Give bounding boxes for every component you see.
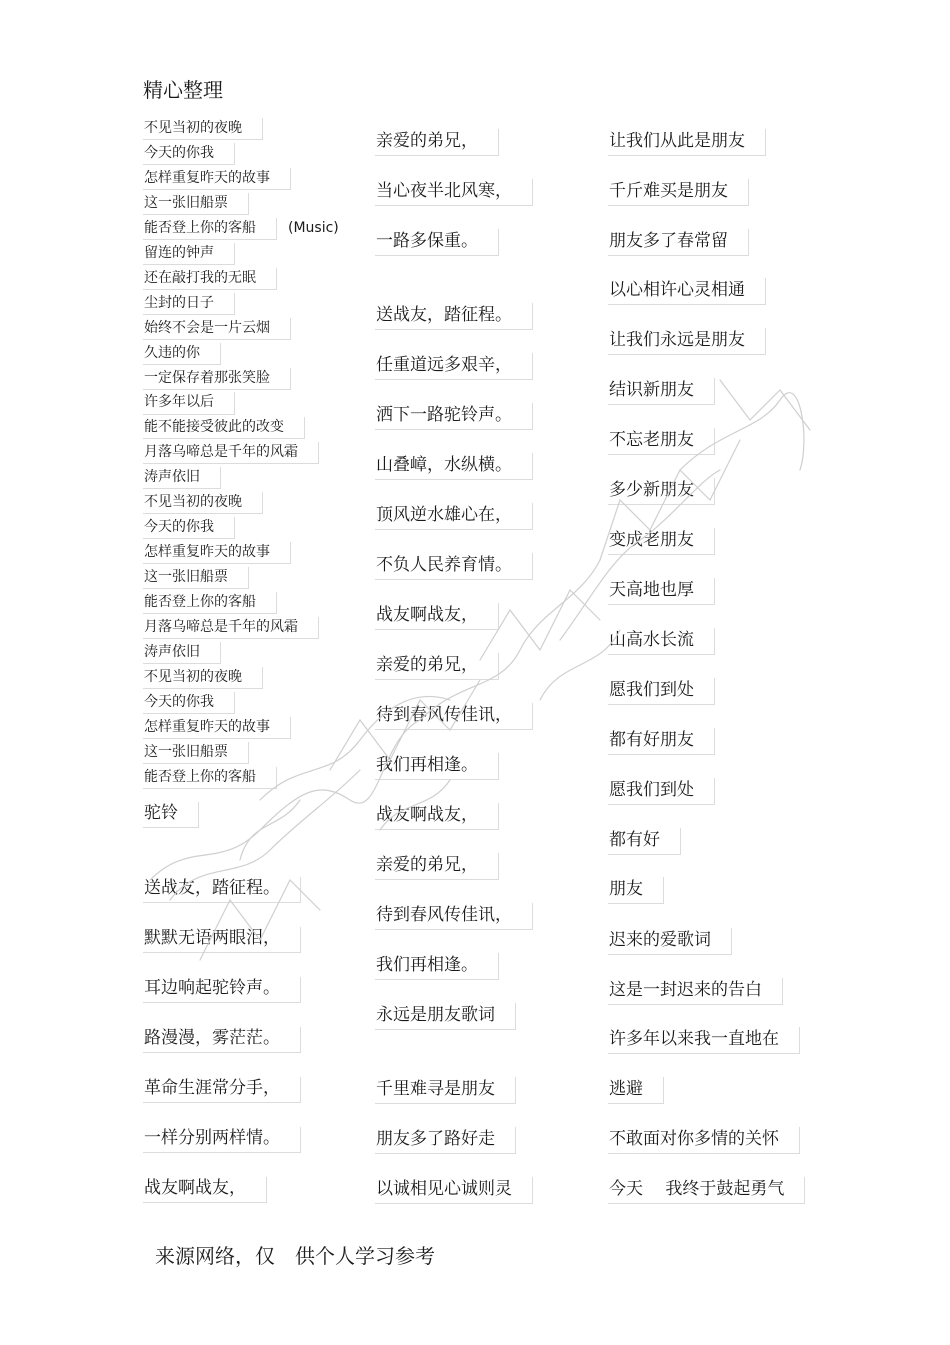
lyric-line: 逃避 (608, 1077, 664, 1104)
lyric-line: 一路多保重。 (375, 229, 499, 256)
lyric-line: 不敢面对你多情的关怀 (608, 1127, 800, 1154)
lyric-line: 战友啊战友， (375, 803, 499, 830)
lyric-line: 能否登上你的客船 (143, 767, 277, 789)
lyric-line: 涛声依旧 (143, 467, 221, 489)
lyric-line: 革命生涯常分手， (143, 1077, 301, 1103)
lyric-line: 愿我们到处 (608, 778, 715, 805)
lyric-line: 都有好朋友 (608, 728, 715, 755)
lyric-line: 顶风逆水雄心在， (375, 503, 533, 530)
lyric-line: 以心相许心灵相通 (608, 278, 766, 305)
lyric-line: 我们再相逢。 (375, 753, 499, 780)
lyric-line: 耳边响起驼铃声。 (143, 977, 301, 1003)
lyric-line: 今天 我终于鼓起勇气 (608, 1177, 805, 1204)
lyric-line: 今天的你我 (143, 517, 235, 539)
lyric-line: 留连的钟声 (143, 243, 235, 265)
lyric-line: 怎样重复昨天的故事 (143, 168, 291, 190)
lyric-line: 待到春风传佳讯， (375, 703, 533, 730)
lyric-line: 还在敲打我的无眠 (143, 268, 277, 290)
lyric-line: 以诚相见心诚则灵 (375, 1177, 533, 1204)
lyric-line: 这一张旧船票 (143, 742, 249, 764)
lyric-line: 送战友，踏征程。 (143, 877, 301, 903)
lyric-line: 山叠嶂，水纵横。 (375, 453, 533, 480)
lyric-line: 亲爱的弟兄， (375, 653, 499, 680)
lyric-line: 千斤难买是朋友 (608, 179, 749, 206)
lyric-line: 驼铃 (143, 802, 199, 828)
lyric-line: 能否登上你的客船 (143, 218, 277, 240)
lyric-line: 千里难寻是朋友 (375, 1077, 516, 1104)
lyric-line: 让我们从此是朋友 (608, 129, 766, 156)
lyric-line: 愿我们到处 (608, 678, 715, 705)
lyric-line: 结识新朋友 (608, 378, 715, 405)
lyric-line: 尘封的日子 (143, 293, 235, 315)
lyric-line: 让我们永远是朋友 (608, 328, 766, 355)
lyric-line: 怎样重复昨天的故事 (143, 717, 291, 739)
lyric-line: 这是一封迟来的告白 (608, 978, 783, 1005)
lyric-line: 不见当初的夜晚 (143, 118, 263, 140)
lyric-line: 洒下一路驼铃声。 (375, 403, 533, 430)
lyric-line: 不忘老朋友 (608, 428, 715, 455)
lyric-line: 都有好 (608, 828, 681, 855)
lyric-line: 能不能接受彼此的改变 (143, 417, 305, 439)
lyric-line: 任重道远多艰辛， (375, 353, 533, 380)
lyric-line: 今天的你我 (143, 692, 235, 714)
lyric-line: 许多年以后 (143, 392, 235, 414)
lyric-line: 一定保存着那张笑脸 (143, 368, 291, 390)
lyric-line: 默默无语两眼泪， (143, 927, 301, 953)
source-footer: 来源网络，仅 供个人学习参考 (155, 1244, 435, 1268)
lyric-line: 我们再相逢。 (375, 953, 499, 980)
lyric-line: 山高水长流 (608, 628, 715, 655)
lyric-line: 永远是朋友歌词 (375, 1003, 516, 1030)
lyric-line: 月落乌啼总是千年的风霜 (143, 617, 319, 639)
lyric-line: 变成老朋友 (608, 528, 715, 555)
lyric-line: 今天的你我 (143, 143, 235, 165)
lyric-line: 月落乌啼总是千年的风霜 (143, 442, 319, 464)
lyric-line: 路漫漫，雾茫茫。 (143, 1027, 301, 1053)
lyric-line: 一样分别两样情。 (143, 1127, 301, 1153)
lyric-line: 战友啊战友， (143, 1177, 267, 1203)
lyric-line: 这一张旧船票 (143, 193, 249, 215)
lyric-line: 朋友 (608, 877, 664, 904)
lyric-line: 不见当初的夜晚 (143, 492, 263, 514)
page-title: 精心整理 (143, 78, 223, 102)
lyric-line: 能否登上你的客船 (143, 592, 277, 614)
lyric-line: 涛声依旧 (143, 642, 221, 664)
lyric-line: 多少新朋友 (608, 478, 715, 505)
lyric-line: 许多年以来我一直地在 (608, 1027, 800, 1054)
lyric-line: 怎样重复昨天的故事 (143, 542, 291, 564)
lyric-line: 天高地也厚 (608, 578, 715, 605)
lyric-line: 待到春风传佳讯， (375, 903, 533, 930)
lyric-line: 当心夜半北风寒， (375, 179, 533, 206)
lyric-line: 朋友多了春常留 (608, 229, 749, 256)
lyric-line: 不见当初的夜晚 (143, 667, 263, 689)
lyric-line: 朋友多了路好走 (375, 1127, 516, 1154)
lyric-line: 这一张旧船票 (143, 567, 249, 589)
lyric-line: 久违的你 (143, 343, 221, 365)
lyric-line: 亲爱的弟兄， (375, 129, 499, 156)
lyric-line: 始终不会是一片云烟 (143, 318, 291, 340)
lyric-line: 送战友，踏征程。 (375, 303, 533, 330)
lyric-line: 战友啊战友， (375, 603, 499, 630)
lyric-line: 迟来的爱歌词 (608, 928, 732, 955)
lyric-line: 不负人民养育情。 (375, 553, 533, 580)
lyric-line: 亲爱的弟兄， (375, 853, 499, 880)
music-tag: (Music) (288, 220, 339, 236)
